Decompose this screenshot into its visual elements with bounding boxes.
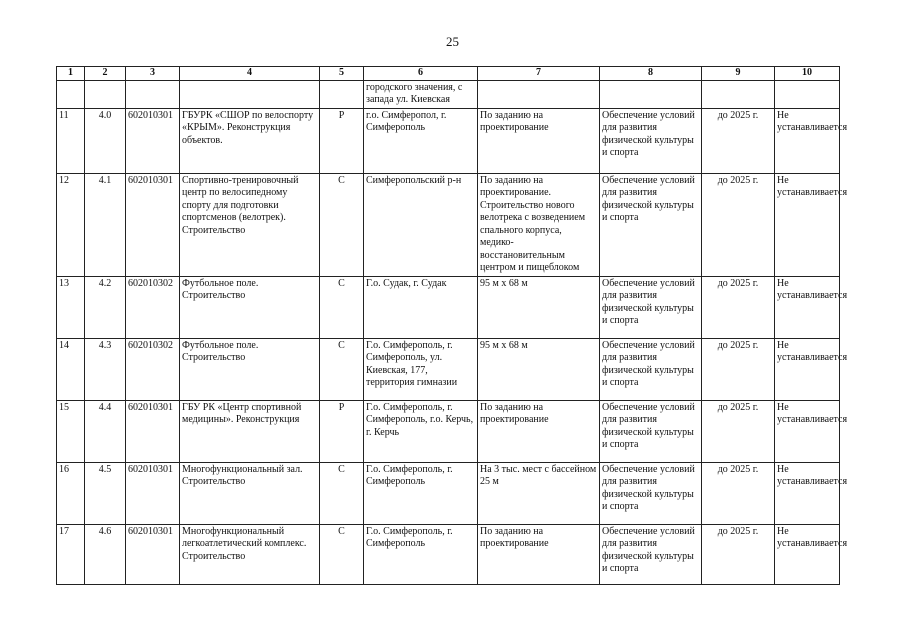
column-header: 2 [85, 67, 126, 81]
goal-cell: Обеспечение условий для развития физической культуры и спорта [600, 173, 702, 276]
deadline-cell: до 2025 г. [702, 108, 775, 173]
code-cell: 4.2 [85, 276, 126, 338]
code-cell: 4.3 [85, 338, 126, 400]
deadline-cell: до 2025 г. [702, 524, 775, 584]
goal-cell: Обеспечение условий для развития физической культуры и спорта [600, 276, 702, 338]
location-cell: Г.о. Симферополь, г. Симферополь, ул. Киевская, 177, территория гимназии [364, 338, 478, 400]
code-cell: 4.1 [85, 173, 126, 276]
zone-cell: Не устанавливается [775, 400, 840, 462]
location-cell: Г.о. Симферополь, г. Симферополь [364, 462, 478, 524]
header-row [57, 67, 840, 81]
row-number-cell: 16 [57, 462, 85, 524]
location-cell: г.о. Симферопол, г. Симферополь [364, 108, 478, 173]
location-cell: Г.о. Симферополь, г. Симферополь [364, 524, 478, 584]
row-number-cell: 17 [57, 524, 85, 584]
zone-cell: Не устанавливается [775, 276, 840, 338]
row-number-cell: 12 [57, 173, 85, 276]
table-row [57, 462, 840, 524]
zone-cell: Не устанавливается [775, 338, 840, 400]
code-cell: 4.4 [85, 400, 126, 462]
type-cell: С [320, 338, 364, 400]
continuation-row [57, 80, 840, 108]
code-cell: 4.0 [85, 108, 126, 173]
column-header: 9 [702, 67, 775, 81]
row-number-cell: 11 [57, 108, 85, 173]
type-cell: Р [320, 108, 364, 173]
column-header: 7 [478, 67, 600, 81]
type-cell: С [320, 276, 364, 338]
table-row [57, 524, 840, 584]
object-name-cell: Спортивно-тренировочный центр по велосипедному спорту для подготовки спортсменов (велотрек). Строительство [180, 173, 320, 276]
column-header: 6 [364, 67, 478, 81]
location-cell: городского значения, с запада ул. Киевская [364, 80, 478, 108]
kbk-cell: 602010301 [126, 108, 180, 173]
deadline-cell: до 2025 г. [702, 400, 775, 462]
location-cell: Симферопольский р-н [364, 173, 478, 276]
type-cell: С [320, 524, 364, 584]
table-row [57, 173, 840, 276]
capacity-cell: На 3 тыс. мест с бассейном 25 м [478, 462, 600, 524]
object-name-cell: Многофункциональный зал. Строительство [180, 462, 320, 524]
column-header: 1 [57, 67, 85, 81]
type-cell: С [320, 462, 364, 524]
code-cell: 4.5 [85, 462, 126, 524]
kbk-cell: 602010301 [126, 173, 180, 276]
deadline-cell: до 2025 г. [702, 462, 775, 524]
goal-cell: Обеспечение условий для развития физической культуры и спорта [600, 400, 702, 462]
column-header: 5 [320, 67, 364, 81]
deadline-cell: до 2025 г. [702, 338, 775, 400]
type-cell: Р [320, 400, 364, 462]
type-cell: С [320, 173, 364, 276]
goal-cell: Обеспечение условий для развития физической культуры и спорта [600, 524, 702, 584]
goal-cell: Обеспечение условий для развития физической культуры и спорта [600, 108, 702, 173]
kbk-cell: 602010301 [126, 462, 180, 524]
column-header: 4 [180, 67, 320, 81]
row-number-cell: 15 [57, 400, 85, 462]
capacity-cell: 95 м х 68 м [478, 338, 600, 400]
location-cell: Г.о. Судак, г. Судак [364, 276, 478, 338]
deadline-cell: до 2025 г. [702, 276, 775, 338]
capacity-cell: По заданию на проектирование. Строительство нового велотрека с возведением спального корпуса, медико-восстановительным центром и пищеблоком [478, 173, 600, 276]
table-row [57, 276, 840, 338]
column-header: 3 [126, 67, 180, 81]
goal-cell: Обеспечение условий для развития физической культуры и спорта [600, 462, 702, 524]
capacity-cell: По заданию на проектирование [478, 524, 600, 584]
row-number-cell: 13 [57, 276, 85, 338]
column-header: 10 [775, 67, 840, 81]
zone-cell: Не устанавливается [775, 524, 840, 584]
kbk-cell: 602010302 [126, 276, 180, 338]
table-row [57, 338, 840, 400]
object-name-cell: Футбольное поле. Строительство [180, 338, 320, 400]
code-cell: 4.6 [85, 524, 126, 584]
object-name-cell: Футбольное поле. Строительство [180, 276, 320, 338]
goal-cell: Обеспечение условий для развития физической культуры и спорта [600, 338, 702, 400]
zone-cell: Не устанавливается [775, 462, 840, 524]
object-name-cell: ГБУРК «СШОР по велоспорту «КРЫМ». Реконструкция объектов. [180, 108, 320, 173]
capacity-cell: По заданию на проектирование [478, 108, 600, 173]
zone-cell: Не устанавливается [775, 108, 840, 173]
column-header: 8 [600, 67, 702, 81]
object-name-cell: ГБУ РК «Центр спортивной медицины». Реконструкция [180, 400, 320, 462]
table-row [57, 400, 840, 462]
capacity-cell: 95 м х 68 м [478, 276, 600, 338]
zone-cell: Не устанавливается [775, 173, 840, 276]
row-number-cell: 14 [57, 338, 85, 400]
kbk-cell: 602010301 [126, 400, 180, 462]
deadline-cell: до 2025 г. [702, 173, 775, 276]
table-row [57, 108, 840, 173]
kbk-cell: 602010301 [126, 524, 180, 584]
kbk-cell: 602010302 [126, 338, 180, 400]
object-name-cell: Многофункциональный легкоатлетический комплекс. Строительство [180, 524, 320, 584]
location-cell: Г.о. Симферополь, г. Симферополь, г.о. Керчь, г. Керчь [364, 400, 478, 462]
page-number: 25 [446, 34, 459, 49]
objects-table [56, 66, 848, 585]
capacity-cell: По заданию на проектирование [478, 400, 600, 462]
